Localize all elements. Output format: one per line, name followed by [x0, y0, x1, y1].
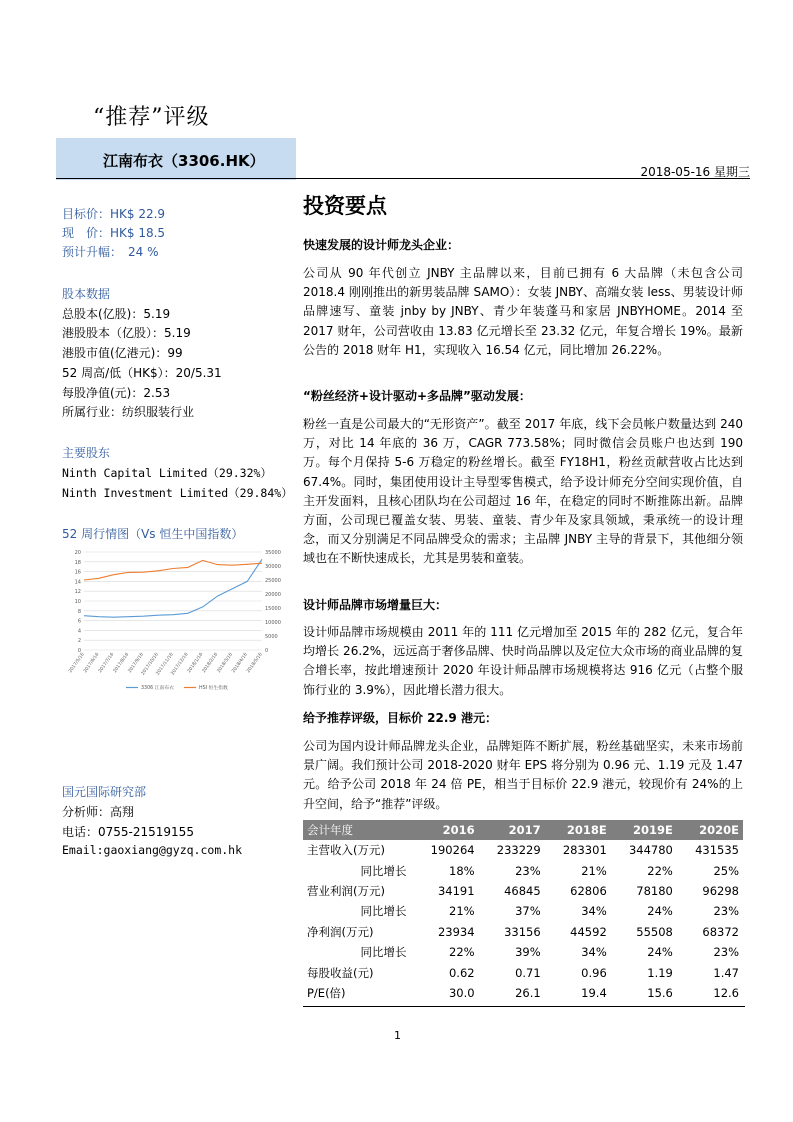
company-name: 江南布衣（3306.HK） [103, 152, 265, 170]
table-cell: 190264 [430, 843, 475, 858]
x-tick-label: 2018/1/16 [186, 652, 205, 675]
legend-label: 3306 江南布衣 [141, 686, 174, 691]
row-label: 每股收益(元) [307, 965, 374, 980]
row-label: 同比增长 [360, 904, 407, 919]
section-paragraph: 粉丝一直是公司最大的“无形资产”。截至 2017 年底，线下会员帐户数量达到 240 万，对比 14 年底的 36 万，CAGR 773.58%；同时微信会员账户也达到 190 万。每个月保持 5-6 万稳定的粉丝增长。截至 FY18H1，粉丝贡献营收占比达到 67.4%。同时，集团使用设计主导型零售模式，给予设计师充分空间实现价值，自主开发面料，且核心团队均在公司超过 16 年，在稳定的同时不断推陈出新。品牌方面，公司现已覆盖女装、男装、童装、青少年及家具领域，秉承统一的设计理念，而又分别满足不同品牌受众的需求；主品牌 JNBY 主导的背景下，其他细分领域也在不断快速成长，尤其是男装和童装。 [303, 417, 743, 566]
table-cell: 0.71 [515, 965, 541, 980]
table-body [303, 840, 743, 1003]
table-header: 2018E [545, 820, 611, 840]
table-row [303, 840, 743, 860]
table-cell: 1.19 [647, 965, 673, 980]
row-label: P/E(倍) [307, 985, 346, 1000]
y-right-tick-label: 35000 [265, 550, 281, 556]
x-tick-label: 2018/3/16 [216, 652, 234, 675]
table-row [303, 962, 743, 982]
row-label: 营业利润(万元) [307, 883, 385, 898]
table-header: 2016 [412, 820, 478, 840]
financial-table [303, 820, 743, 1003]
table-cell: 283301 [562, 843, 607, 858]
table-cell: 37% [515, 904, 541, 919]
x-tick-label: 2017/12/16 [170, 652, 190, 677]
analyst-email: Email:gaoxiang@gyzq.com.hk [62, 843, 243, 857]
table-cell: 0.62 [448, 965, 475, 980]
table-cell: 22% [647, 863, 673, 878]
main-title: 投资要点 [303, 193, 387, 218]
table-cell: 19.4 [581, 985, 607, 1000]
row-label: 同比增长 [360, 945, 407, 960]
series-line [84, 560, 262, 580]
row-label: 净利润(万元) [307, 924, 374, 939]
stock-data-item: 所属行业：纺织服装行业 [62, 405, 195, 419]
section-heading: “粉丝经济+设计驱动+多品牌”驱动发展： [303, 389, 531, 403]
expected-upside: 预计升幅： 24 % [62, 245, 159, 259]
table-cell: 55508 [636, 924, 673, 939]
table-bottom-rule [303, 1006, 745, 1007]
table-row [303, 922, 743, 942]
x-tick-label: 2017/10/16 [140, 652, 160, 677]
stock-data-item: 52 周高/低（HK$）：20/5.31 [62, 366, 222, 380]
table-header-row [303, 820, 743, 840]
rating-label: “推荐”评级 [93, 105, 210, 130]
y-left-tick-label: 12 [74, 589, 81, 596]
table-cell: 15.6 [647, 985, 673, 1000]
y-right-tick-label: 10000 [265, 620, 281, 626]
table-cell: 23% [713, 904, 739, 919]
table-cell: 23934 [437, 924, 475, 939]
y-right-tick-label: 20000 [265, 592, 281, 598]
y-right-tick-label: 5000 [265, 634, 278, 640]
table-cell: 431535 [695, 843, 739, 858]
target-price: 目标价：HK$ 22.9 [62, 207, 166, 221]
y-left-tick-label: 6 [77, 618, 81, 625]
table-cell: 44592 [570, 924, 607, 939]
table-header: 2017 [479, 820, 545, 840]
table-cell: 39% [515, 945, 541, 960]
y-right-tick-label: 0 [265, 648, 269, 654]
x-tick-label: 2017/6/16 [83, 652, 101, 675]
x-tick-label: 2017/11/16 [155, 652, 175, 677]
table-row [303, 881, 743, 901]
x-tick-label: 2018/4/16 [231, 652, 249, 675]
header-rule [56, 178, 750, 179]
y-right-tick-label: 15000 [265, 606, 281, 612]
y-left-tick-label: 18 [74, 559, 81, 566]
x-tick-label: 2018/5/16 [246, 652, 264, 675]
table-cell: 33156 [504, 924, 541, 939]
table-row [303, 860, 743, 880]
x-tick-label: 2017/8/16 [112, 652, 131, 675]
section-heading: 设计师品牌市场增量巨大： [303, 598, 448, 612]
row-label: 同比增长 [360, 863, 407, 878]
table-header: 会计年度 [303, 820, 412, 840]
shareholder-item: Ninth Capital Limited（29.32%） [62, 466, 272, 480]
section-heading: 给予推荐评级，目标价 22.9 港元： [303, 711, 497, 725]
table-cell: 22% [449, 945, 475, 960]
x-tick-label: 2017/5/16 [68, 652, 86, 675]
table-cell: 12.6 [713, 985, 739, 1000]
stock-data-item: 港股市值(亿港元)：99 [62, 346, 183, 360]
table-header: 2019E [611, 820, 677, 840]
table-cell: 344780 [628, 843, 673, 858]
table-cell: 34% [581, 945, 607, 960]
analyst-name: 分析师：高翔 [62, 805, 135, 819]
table-cell: 30.0 [448, 985, 475, 1000]
y-left-tick-label: 16 [74, 569, 81, 576]
table-cell: 26.1 [515, 985, 541, 1000]
y-left-tick-label: 4 [77, 628, 81, 635]
table-cell: 23% [515, 863, 541, 878]
table-cell: 96298 [702, 883, 739, 898]
section-heading: 快速发展的设计师龙头企业： [303, 238, 460, 252]
table-row [303, 983, 743, 1003]
stock-data-item: 总股本(亿股)：5.19 [62, 307, 171, 321]
table-cell: 68372 [702, 924, 739, 939]
x-tick-label: 2018/2/16 [201, 652, 220, 675]
table-cell: 24% [647, 904, 673, 919]
table-cell: 1.47 [713, 965, 739, 980]
y-left-tick-label: 14 [74, 579, 81, 586]
report-date: 2018-05-16 星期三 [640, 165, 750, 179]
current-price: 现 价：HK$ 18.5 [62, 226, 166, 240]
table-cell: 23% [713, 945, 739, 960]
price-chart [62, 546, 294, 698]
table-cell: 25% [713, 863, 739, 878]
y-left-tick-label: 10 [74, 599, 81, 605]
chart-title: 52 周行情图（Vs 恒生中国指数） [62, 527, 244, 541]
section-paragraph: 设计师品牌市场规模由 2011 年的 111 亿元增加至 2015 年的 282 亿元，复合年均增长 26.2%，远远高于奢侈品牌、快时尚品牌以及定位大众市场的商业品牌的复合增长率，按此增速预计 2020 年设计师品牌市场规模将达 916 亿元（占整个服饰行业的 3.9%），因此增长潜力很大。 [303, 625, 743, 697]
institute-name: 国元国际研究部 [62, 785, 147, 799]
y-left-tick-label: 20 [74, 550, 81, 556]
y-right-tick-label: 25000 [265, 578, 281, 584]
table-cell: 0.96 [581, 965, 607, 980]
table-row [303, 901, 743, 921]
table-header: 2020E [677, 820, 743, 840]
stock-data-item: 港股股本（亿股）：5.19 [62, 326, 191, 340]
analyst-phone: 电话：0755-21519155 [62, 825, 194, 839]
table-cell: 78180 [636, 883, 673, 898]
table-cell: 62806 [570, 883, 607, 898]
y-left-tick-label: 8 [77, 608, 81, 615]
table-cell: 21% [449, 904, 475, 919]
y-left-tick-label: 0 [77, 648, 81, 654]
y-left-tick-label: 2 [77, 638, 81, 645]
table-cell: 46845 [504, 883, 541, 898]
x-tick-label: 2017/7/16 [97, 652, 116, 675]
legend-label: HSI 恒生指数 [199, 686, 228, 691]
stock-data-item: 每股净值(元)：2.53 [62, 386, 171, 400]
y-right-tick-label: 30000 [265, 564, 281, 570]
shareholder-item: Ninth Investment Limited（29.84%） [62, 486, 293, 500]
shareholders-heading: 主要股东 [62, 446, 111, 460]
table-cell: 21% [581, 863, 607, 878]
table-cell: 233229 [496, 843, 541, 858]
row-label: 主营收入(万元) [307, 843, 385, 858]
section-paragraph: 公司从 90 年代创立 JNBY 主品牌以来，目前已拥有 6 大品牌（未包含公司 2018.4 刚刚推出的新男装品牌 SAMO）：女装 JNBY、高端女装 less、男装设计师品牌速写、童装 jnby by JNBY、青少年装蓬马和家居 JNBYHOME。2014 至 2017 财年，公司营收由 13.83 亿元增长至 23.32 亿元，年复合增长 19%。最新公告的 2018 财年 H1，实现收入 16.54 亿元，同比增加 26.22%。 [303, 266, 743, 357]
section-paragraph: 公司为国内设计师品牌龙头企业，品牌矩阵不断扩展，粉丝基础坚实，未来市场前景广阔。我们预计公司 2018-2020 财年 EPS 将分别为 0.96 元、1.19 元及 1.47 元。给予公司 2018 年 24 倍 PE，相当于目标价 22.9 港元，较现价有 24%的上升空间，给予“推荐”评级。 [303, 739, 743, 811]
table-cell: 24% [647, 945, 673, 960]
table-row [303, 942, 743, 962]
table-cell: 18% [449, 863, 475, 878]
table-cell: 34191 [437, 883, 475, 898]
table-cell: 34% [581, 904, 607, 919]
stock-data-heading: 股本数据 [62, 287, 111, 301]
x-tick-label: 2017/9/16 [127, 652, 145, 675]
page-number: 1 [394, 1029, 401, 1042]
